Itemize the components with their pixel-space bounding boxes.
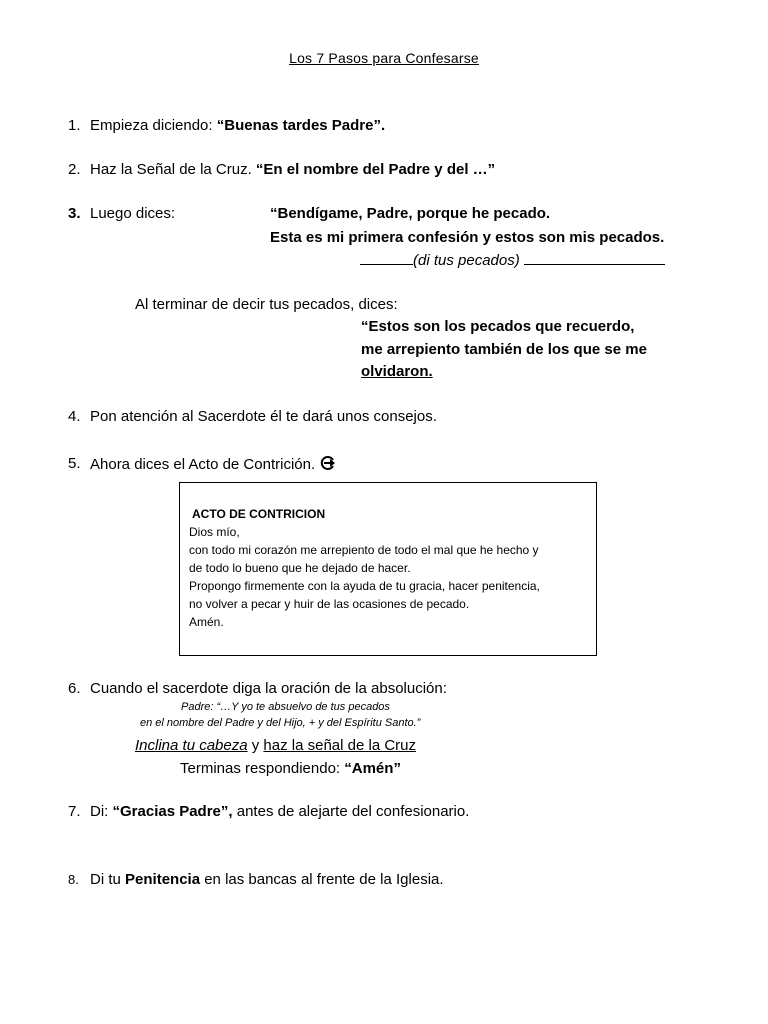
contrition-line: Amén. [189,615,224,629]
step-8 [0,871,768,891]
after-sins-line-1: “Estos son los pecados que recuerdo, [361,318,635,335]
step-text: Empieza diciendo: “Buenas tardes Padre”. [90,117,386,134]
step-3-sins-line [360,251,665,269]
step-4 [0,408,768,428]
step-quote: “Gracias Padre”, [112,803,233,820]
penitencia-word: Penitencia [125,871,201,888]
step-number: 3. [68,205,81,222]
step-quote: “Buenas tardes Padre”. [216,117,386,134]
contrition-line: Propongo firmemente con la ayuda de tu gracia, hacer penitencia, [189,579,540,593]
sins-instruction: (di tus pecados) [413,252,520,269]
after-sins-label: Al terminar de decir tus pecados, dices: [135,296,398,313]
step-number: 6. [68,680,81,697]
step-text: Di: “Gracias Padre”, antes de alejarte del confesionario. [90,803,470,820]
step-text: Di tu Penitencia en las bancas al frente de la Iglesia. [90,871,444,888]
step-6 [0,680,768,700]
step-text: Cuando el sacerdote diga la oración de la absolución: [90,680,447,697]
step-5 [0,455,768,475]
sign-of-cross: haz la señal de la Cruz [263,737,417,754]
step-quote: “En el nombre del Padre y del …” [255,161,496,178]
arrow-right-icon [319,455,337,475]
step-3-quote-line-2: Esta es mi primera confesión y estos son mis pecados. [270,229,665,246]
priest-line-1: Padre: “…Y yo te absuelvo de tus pecados [181,701,390,713]
step-1 [0,117,768,137]
step-number: 7. [68,803,81,820]
step-number: 1. [68,117,81,134]
amen-response: “Amén” [344,760,401,777]
contrition-line: no volver a pecar y huir de las ocasiones de pecado. [189,597,470,611]
contrition-box [179,482,597,656]
priest-line-2: en el nombre del Padre y del Hijo, + y del Espíritu Santo.” [140,717,421,729]
contrition-line: con todo mi corazón me arrepiento de todo el mal que he hecho y [189,543,539,557]
step-3-quote-line-1: “Bendígame, Padre, porque he pecado. [270,205,551,222]
after-sins-line-2: me arrepiento también de los que se me [361,341,647,358]
step-number: 5. [68,455,81,472]
step-2 [0,161,768,181]
step-7 [0,803,768,823]
step-text: Pon atención al Sacerdote él te dará unos consejos. [90,408,437,425]
respond-line: Terminas respondiendo: “Amén” [180,760,401,777]
gesture-line: Inclina tu cabeza y haz la señal de la Cruz [135,737,417,754]
blank-line [524,251,665,265]
step-text: Haz la Señal de la Cruz. “En el nombre del Padre y del …” [90,161,496,178]
after-sins-line-3: olvidaron. [361,363,433,380]
blank-line [360,251,413,265]
step-number: 2. [68,161,81,178]
step-text: Ahora dices el Acto de Contrición. [90,455,337,475]
step-text: Luego dices: [90,205,176,222]
step-number: 4. [68,408,81,425]
contrition-line: de todo lo bueno que he dejado de hacer. [189,561,411,575]
incline-head: Inclina tu cabeza [135,737,248,754]
contrition-line: Dios mío, [189,525,240,539]
page-title: Los 7 Pasos para Confesarse [289,50,479,66]
step-number: 8. [68,872,79,887]
contrition-heading: ACTO DE CONTRICION [192,507,326,521]
